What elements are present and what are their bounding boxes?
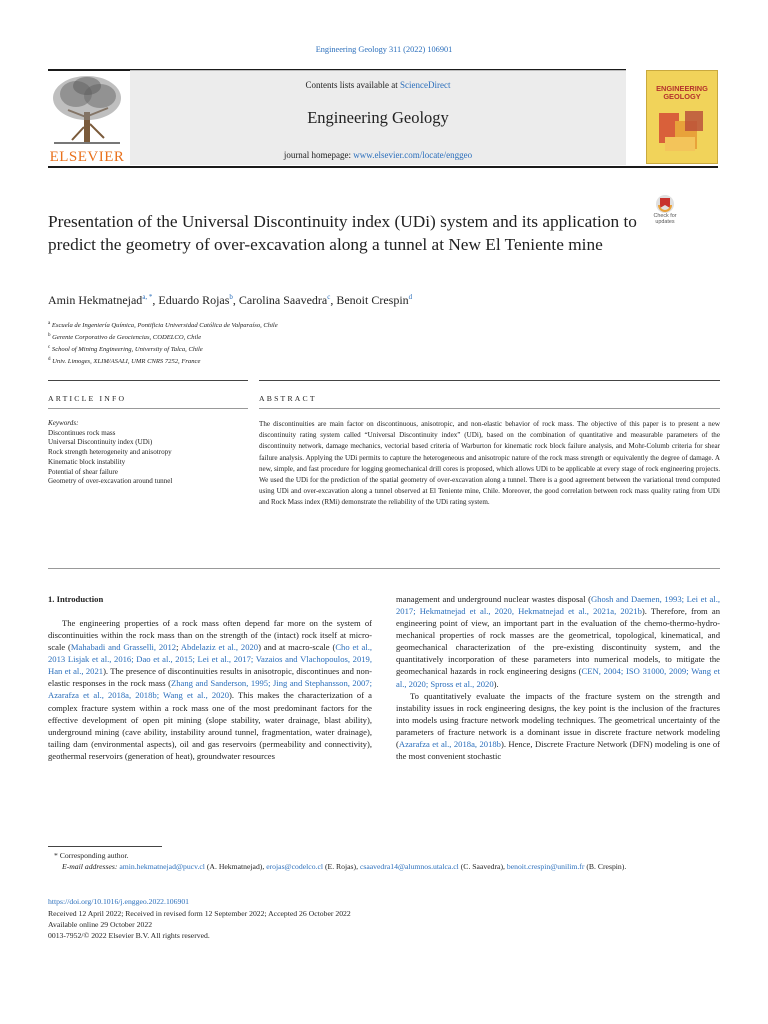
intro-paragraph-1-cont: [396, 593, 720, 690]
affiliation-item: $^c$ School of Mining Engineering, University of Talca, Chile: [48, 345, 203, 354]
citation-link[interactable]: Zhang and Sanderson, 1995; Jing and Stephansson, 2007; Azarafza et al., 2018a, 2018b; Wang et al., 2020: [48, 678, 372, 701]
body-text: ;: [176, 642, 181, 653]
email-owner: (B. Crespin).: [584, 862, 627, 871]
citation-link[interactable]: Abdelaziz et al., 2020: [180, 642, 259, 653]
article-info-sub-rule: [48, 408, 248, 409]
keywords-label: Keywords:: [48, 419, 79, 427]
email-link[interactable]: erojas@codelco.cl: [266, 862, 324, 871]
elsevier-logo-text: ELSEVIER: [49, 149, 125, 165]
journal-cover-thumbnail[interactable]: ENGINEERING GEOLOGY: [646, 70, 718, 164]
abstract-heading: ABSTRACT: [259, 394, 317, 403]
body-text: To quantitatively evaluate the impacts of the fracture system on the strength and instability issues in rock engineering designs, the key point is the inclusion of the fractures into models using fracture network modeling techniques. The geometrical uncertainty of the parameters of fracture network is a dominant issue in discrete fracture network modeling (: [396, 690, 720, 749]
body-text: management and underground nuclear wastes disposal (: [396, 594, 591, 604]
journal-homepage: journal homepage: www.elsevier.com/locate/enggeo: [283, 150, 473, 160]
intro-paragraph-2: [396, 690, 720, 762]
intro-paragraph-1: [48, 617, 372, 762]
header-bottom-rule: [48, 166, 718, 168]
body-text: ) and at macro-scale (: [258, 642, 336, 653]
citation-link[interactable]: Mahabadi and Grasselli, 2012: [70, 642, 177, 653]
article-info-heading: ARTICLE INFO: [48, 394, 127, 403]
author-name: Amin Hekmatnejad: [48, 293, 143, 307]
body-text: ). The presence of discontinuities results in anisotropic, discontinues and non-elastic responses in the rock mass (: [48, 666, 373, 689]
available-online-date: Available online 29 October 2022: [48, 920, 153, 929]
author-name: Carolina Saavedra: [238, 293, 328, 307]
running-head[interactable]: Engineering Geology 311 (2022) 106901: [315, 45, 453, 54]
journal-name: Engineering Geology: [307, 108, 449, 127]
email-owner: (E. Rojas),: [323, 862, 360, 871]
affiliation-item: $^b$ Gerente Corporativo de Geociencias, CODELCO, Chile: [48, 333, 202, 342]
keyword-item: Rock strength heterogeneity and anisotropy: [48, 448, 172, 457]
author-affil-link[interactable]: c: [327, 293, 331, 301]
body-column-left: [48, 617, 372, 762]
author-affil-link[interactable]: b: [229, 293, 233, 301]
author-name: Eduardo Rojas: [158, 293, 230, 307]
homepage-link[interactable]: www.elsevier.com/locate/enggeo: [353, 150, 473, 160]
section-heading-introduction: 1. Introduction: [48, 594, 104, 604]
author-name: Benoit Crespin: [336, 293, 409, 307]
body-text: The engineering properties of a rock mass often depend far more on the system of discontinuities within the rock mass than on the strength of the (intact) rock itself at micro-scale (: [48, 618, 372, 653]
affiliation-item: $^a$ Escuela de Ingeniería Química, Pontificia Universidad Católica de Valparaíso, Chile: [48, 321, 278, 330]
keyword-item: Discontinues rock mass: [48, 428, 116, 437]
keyword-item: Geometry of over-excavation around tunnel: [48, 477, 173, 486]
doi-link[interactable]: https://doi.org/10.1016/j.enggeo.2022.106901: [48, 897, 190, 906]
email-label: E-mail addresses:: [62, 862, 120, 871]
email-owner: (A. Hekmatnejad),: [204, 862, 267, 871]
email-link[interactable]: amin.hekmatnejad@pucv.cl: [119, 862, 205, 871]
author-affil-link[interactable]: d: [408, 293, 413, 301]
sciencedirect-link[interactable]: ScienceDirect: [400, 80, 451, 90]
cover-art-icon: [655, 107, 711, 157]
received-dates: Received 12 April 2022; Received in revised form 12 September 2022; Accepted 26 October 2022: [48, 909, 351, 918]
check-for-updates-label[interactable]: Check for updates: [653, 213, 677, 225]
keyword-item: Kinematic block instability: [48, 457, 126, 466]
elsevier-tree-icon: [48, 72, 126, 148]
abstract-text: The discontinuities are main factor on discontinuous, anisotropic, and non-elastic behavior of rock mass. The objective of this paper is to present a new discontinuity rating system called “Universal Discontinuity index” (UDi), based on the combination of quantitative and measurable parameters of the discontinuity network, damage mechanics, vectorial based criteria of Warburton for kinematic rock block failure analysis, and Mohr-Columb criteria for shear failure analysis. Applying the UDi permits to capture the heterogeneous and anisotropic nature of the rock mass strength or equivalently the degree of damage. A new, simple, and fast procedure for logging geomechanical drill cores is proposed, which allows UDi to be applicable at every stage of rock engineering projects. We used the UDi for the prediction of the spatial geometry of over-excavation along a tunnel. There is a good agreement between the variational trend computed using UDi and over-excavation along a tunnel observed at El Teniente mine, Chile. Moreover, the good correlation between rock mass quality rating from UDi and Rock Mass index (RMi) demonstrate the reliability of the UDi rating system.: [259, 420, 720, 507]
email-link[interactable]: benoit.crespin@unilim.fr: [506, 862, 585, 871]
email-addresses: [62, 862, 720, 873]
body-text: ). This makes the characterization of a complex fracture system within a rock mass one of the most predominant factors for the effective development of open pit mining (slope stability, water drainage, blast ability), underground mining (cave ability, instability around tunnel, fragmentation, water drainage), tailing dam (environmental aspects), oil and gas reservoirs (permeability and connectivity), geothermal reservoirs (generation of heat), groundwater resources: [48, 690, 372, 761]
body-column-right: [396, 593, 720, 762]
affiliation-item: $^d$ Univ. Limoges, XLIM/ASALI, UMR CNRS 7252, France: [48, 357, 201, 366]
citation-link[interactable]: Cho et al., 2013 Lisjak et al., 2016; Dao et al., 2015; Lei et al., 2017; Vazaios and Vlachopoulos, 2019, Han et al., 2021: [48, 642, 373, 677]
affiliations: [48, 319, 278, 367]
citation-link[interactable]: Azarafza et al., 2018a, 2018b: [398, 738, 501, 749]
contents-line: Contents lists available at ScienceDirect: [305, 80, 451, 90]
abstract-top-rule: [259, 380, 720, 381]
author-list: Amin Hekmatnejad$^{a, *}$, Eduardo Rojas$^b$, Carolina Saavedra$^c$, Benoit Crespin$^d$: [48, 293, 413, 307]
abstract-sub-rule: [259, 408, 720, 409]
keyword-item: Universal Discontinuity index (UDi): [48, 438, 153, 447]
email-link[interactable]: csaavedra14@alumnos.utalca.cl: [359, 862, 459, 871]
body-text: ). Hence, Discrete Fracture Network (DFN) modeling is one of the most convenient stochastic: [396, 738, 721, 762]
article-title: Presentation of the Universal Discontinuity index (UDi) system and its application to predict the geometry of over-excavation along a tunnel at New El Teniente mine: [48, 212, 637, 254]
body-text: ). Therefore, from an engineering point of view, an important part in the evaluation of the chemo-thermo-hydro-mechanical properties of rock masses are the geometrical, topological, kinematical, and geomechanical characterization of the pre-existing discontinuity system, and the quantitatively incorporation of these parameters into numerical models, to mitigate the geomechanical hazards in rock engineering designs (: [396, 606, 720, 677]
citation-link[interactable]: Ghosh and Daemen, 1993; Lei et al., 2017; Hekmatnejad et al., 2020, Hekmatnejad et al., 2021a, 2021b: [396, 594, 720, 617]
author-affil-link[interactable]: a, *: [142, 293, 153, 301]
keyword-item: Potential of shear failure: [48, 467, 118, 476]
body-text: ).: [493, 678, 499, 689]
keywords-block: [48, 419, 248, 487]
footnote-rule: [48, 846, 162, 847]
abstract-bottom-rule: [48, 568, 720, 569]
corresponding-note: * Corresponding author.: [54, 851, 129, 860]
email-owner: (C. Saavedra),: [458, 862, 507, 871]
copyright-line: 0013-7952/© 2022 Elsevier B.V. All rights reserved.: [48, 931, 210, 940]
citation-link[interactable]: CEN, 2004; ISO 31000, 2009; Wang et al., 2020; Spross et al., 2020: [396, 666, 720, 689]
article-info-top-rule: [48, 380, 248, 381]
